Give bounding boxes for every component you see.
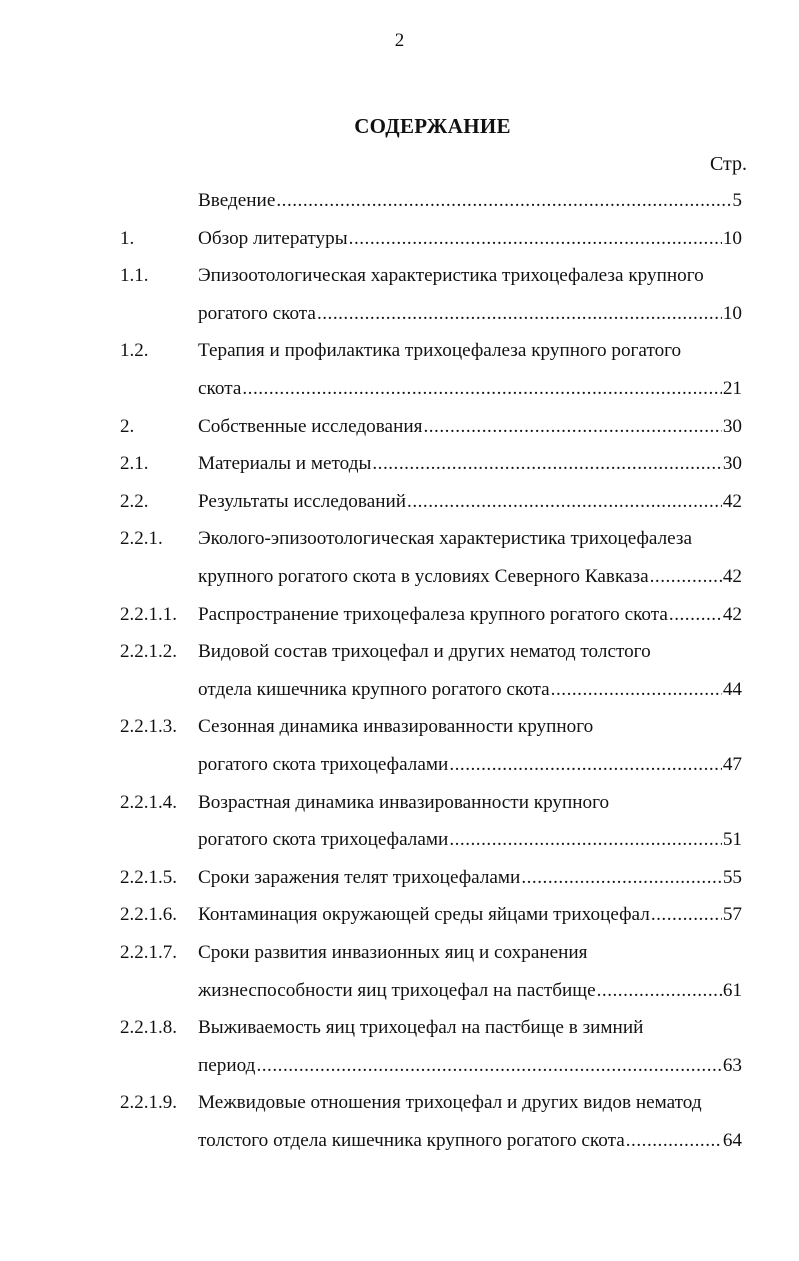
- toc-entry: [198, 604, 742, 626]
- toc-entry-page: 44: [722, 678, 742, 700]
- toc-entry-page: 30: [722, 453, 742, 475]
- toc-dot-leader: [521, 867, 721, 889]
- toc-entry-page: 47: [722, 754, 742, 775]
- toc-entry-line: [198, 1092, 742, 1114]
- toc-entry: [198, 980, 742, 1002]
- toc-dot-leader: [669, 604, 722, 626]
- toc-entry: [198, 867, 742, 889]
- toc-entry-page: 64: [722, 1130, 742, 1151]
- toc-entry-number: 2.2.1.4.: [120, 791, 177, 813]
- toc-entry-number: 2.2.1.2.: [120, 641, 177, 663]
- toc-dot-leader: [256, 1055, 721, 1077]
- toc-entry-page: 42: [722, 490, 742, 512]
- toc-entry-title: Возрастная динамика инвазированности крупного: [198, 791, 610, 813]
- toc-entry-title: Межвидовые отношения трихоцефал и других видов нематод: [198, 1092, 702, 1114]
- toc-entry-title: рогатого скота трихоцефалами: [198, 829, 449, 851]
- toc-entry-title: Терапия и профилактика трихоцефалеза крупного рогатого: [198, 340, 682, 362]
- toc-entry-line: [198, 641, 742, 663]
- toc-dot-leader: [449, 754, 722, 776]
- toc-entry-title: Контаминация окружающей среды яйцами трихоцефал: [198, 904, 650, 926]
- toc-entry-page: 5: [732, 190, 742, 211]
- toc-entry-title: Видовой состав трихоцефал и других нематод толстого: [198, 641, 651, 663]
- toc-entry-line: [198, 528, 742, 550]
- toc-entry: [198, 303, 742, 325]
- toc-entry: [198, 228, 742, 250]
- page-number: 2: [394, 30, 405, 51]
- toc-entry-number: 2.2.: [120, 490, 149, 512]
- toc-entry-line: [198, 1017, 742, 1039]
- page-title: СОДЕРЖАНИЕ: [354, 114, 511, 138]
- toc-dot-leader: [423, 416, 721, 438]
- toc-entry-title: Результаты исследований: [198, 490, 407, 512]
- toc-entry-page: 21: [722, 378, 742, 399]
- toc-entry-line: [198, 716, 742, 738]
- toc-entry-page: 55: [722, 866, 742, 888]
- toc-dot-leader: [650, 566, 722, 588]
- toc-dot-leader: [276, 190, 731, 212]
- toc-entry-page: 42: [722, 603, 742, 625]
- toc-entry: [198, 190, 742, 212]
- toc-dot-leader: [449, 829, 722, 851]
- toc-entry-page: 30: [722, 415, 742, 437]
- toc-entry-title: Эпизоотологическая характеристика трихоцефалеза крупного: [198, 265, 704, 287]
- toc-entry-title: толстого отдела кишечника крупного рогатого скота: [198, 1130, 625, 1151]
- toc-entry-number: 1.: [120, 227, 135, 249]
- toc-entry-title: отдела кишечника крупного рогатого скота: [198, 678, 550, 700]
- toc-dot-leader: [372, 453, 721, 475]
- toc-entry-title: Материалы и методы: [198, 453, 372, 475]
- toc-dot-leader: [407, 491, 722, 513]
- toc-entry-number: 2.2.1.5.: [120, 866, 177, 888]
- toc-entry: [198, 829, 742, 851]
- toc-entry-title: крупного рогатого скота в условиях Северного Кавказа: [198, 566, 649, 587]
- toc-entry: [198, 453, 742, 475]
- toc-entry-number: 2.2.1.7.: [120, 942, 177, 963]
- toc-dot-leader: [651, 904, 722, 926]
- toc-entry-page: 51: [722, 829, 742, 851]
- toc-entry-number: 2.1.: [120, 453, 149, 475]
- toc-entry-number: 2.2.1.8.: [120, 1017, 177, 1039]
- toc-entry-title: Выживаемость яиц трихоцефал на пастбище в зимний: [198, 1017, 644, 1039]
- toc-entry-number: 2.2.1.1.: [120, 603, 177, 625]
- toc-entry-title: Обзор литературы: [198, 227, 348, 249]
- toc-entry: [198, 491, 742, 513]
- toc-entry-title: рогатого скота: [198, 302, 316, 324]
- toc-entry-page: 10: [722, 227, 742, 249]
- toc-entry-number: 2.: [120, 415, 135, 437]
- toc-entry-line: [198, 942, 742, 964]
- toc-dot-leader: [551, 679, 722, 701]
- toc-entry-number: 2.2.1.: [120, 528, 163, 550]
- toc-entry-title: Эколого-эпизоотологическая характеристика трихоцефалеза: [198, 528, 692, 550]
- toc-entry-title: жизнеспособности яиц трихоцефал на пастбище: [198, 979, 596, 1001]
- toc-dot-leader: [597, 980, 722, 1002]
- toc-entry-line: [198, 265, 742, 287]
- toc-entry-title: период: [198, 1054, 256, 1076]
- toc-entry-title: Распространение трихоцефалеза крупного рогатого скота: [198, 603, 668, 625]
- toc-entry: [198, 679, 742, 701]
- toc-entry: [198, 566, 742, 588]
- toc-entry-title: Введение: [198, 190, 276, 211]
- toc-entry-number: 2.2.1.3.: [120, 716, 177, 738]
- toc-entry-page: 42: [722, 566, 742, 587]
- toc-entry-title: скота: [198, 378, 242, 399]
- toc-entry-number: 1.1.: [120, 265, 149, 287]
- toc-dot-leader: [626, 1130, 722, 1152]
- toc-entry-number: 2.2.1.9.: [120, 1092, 177, 1114]
- toc-entry-title: Сроки развития инвазионных яиц и сохранения: [198, 942, 588, 963]
- toc-entry-title: Сроки заражения телят трихоцефалами: [198, 866, 521, 888]
- page-column-header: Стр.: [709, 153, 747, 175]
- toc-dot-leader: [349, 228, 722, 250]
- toc-entry-title: Собственные исследования: [198, 415, 423, 437]
- toc-entry-page: 57: [722, 904, 742, 926]
- toc-entry: [198, 416, 742, 438]
- toc-entry-number: 1.2.: [120, 340, 149, 362]
- toc-entry: [198, 1055, 742, 1077]
- toc-entry-line: [198, 792, 742, 814]
- toc-entry-title: Сезонная динамика инвазированности крупного: [198, 716, 594, 738]
- toc-entry: [198, 754, 742, 776]
- toc-entry-page: 61: [722, 979, 742, 1001]
- toc-entry-page: 63: [722, 1054, 742, 1076]
- toc-entry-number: 2.2.1.6.: [120, 904, 177, 926]
- toc-dot-leader: [317, 303, 722, 325]
- toc-entry: [198, 1130, 742, 1152]
- toc-entry: [198, 378, 742, 400]
- toc-dot-leader: [242, 378, 721, 400]
- toc-entry-title: рогатого скота трихоцефалами: [198, 754, 449, 775]
- toc-entry: [198, 904, 742, 926]
- toc-entry-line: [198, 340, 742, 362]
- toc-entry-page: 10: [722, 302, 742, 324]
